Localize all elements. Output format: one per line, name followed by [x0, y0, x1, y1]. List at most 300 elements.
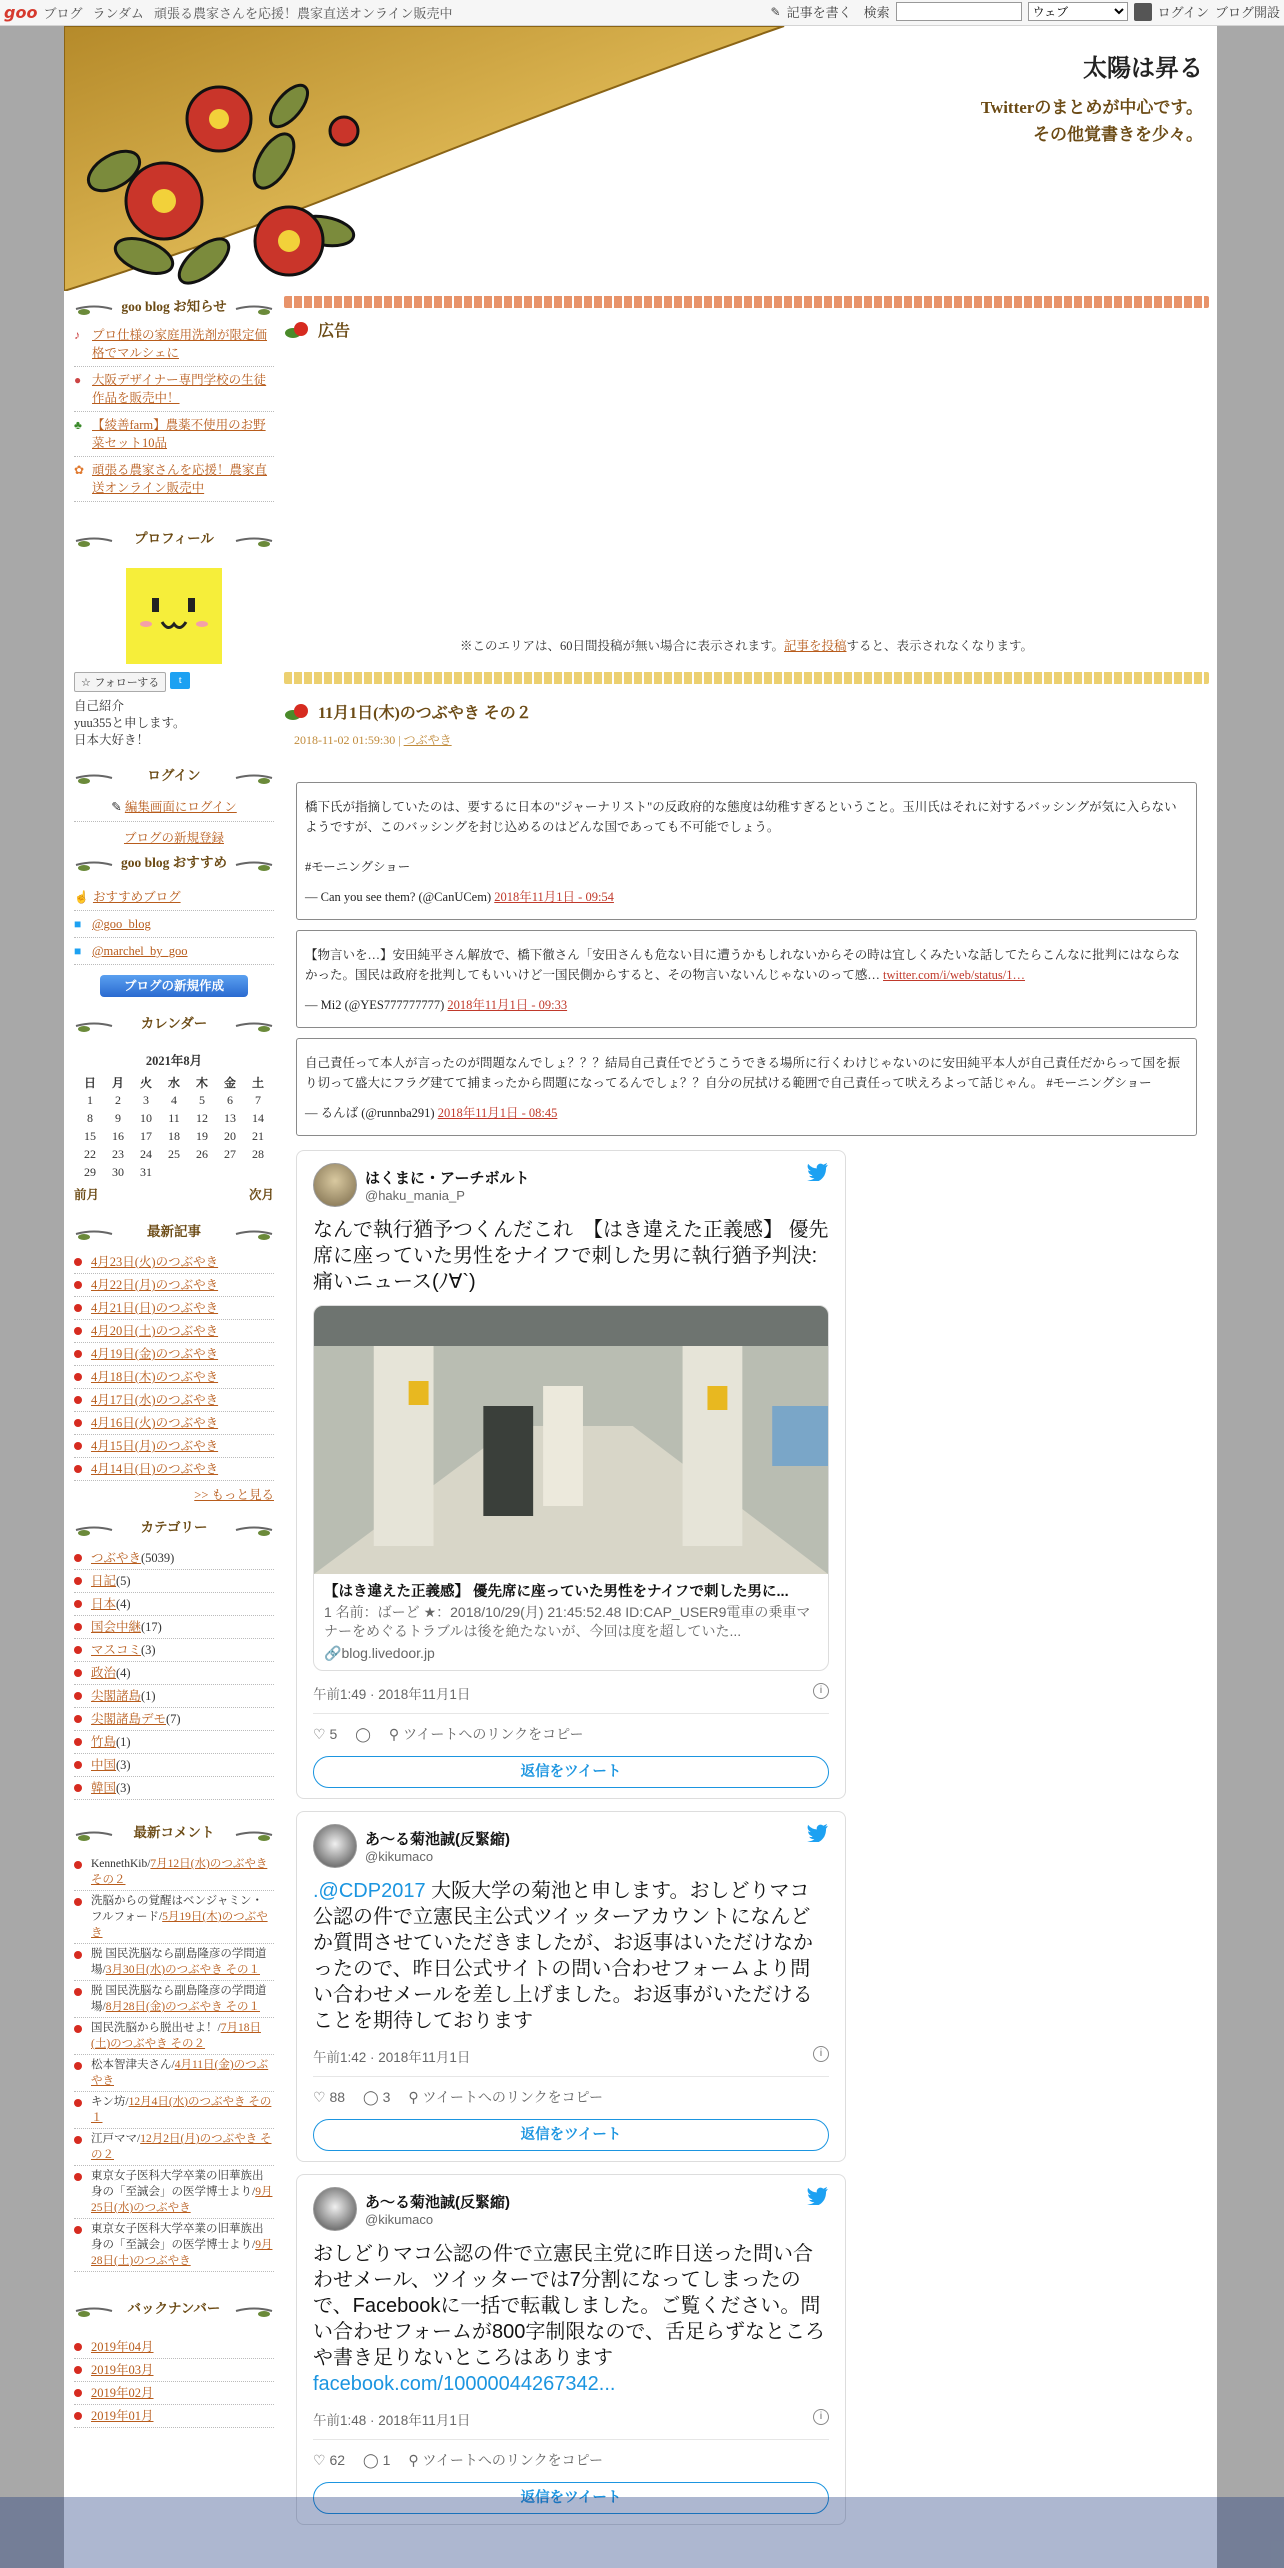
category-link[interactable]: 日本	[91, 1597, 117, 1611]
recent-item	[74, 1366, 274, 1389]
comment-item	[74, 2129, 274, 2166]
post-article-link[interactable]: 記事を投稿	[783, 639, 847, 653]
category-count: (3)	[116, 1758, 131, 1772]
post-meta: 2018-11-02 01:59:30 | つぶやき	[294, 733, 452, 747]
calendar-day: 14	[252, 1110, 264, 1125]
tweet-header	[313, 1824, 829, 1868]
search-scope-select[interactable]	[1028, 2, 1128, 21]
calendar-day: 6	[227, 1092, 233, 1107]
calendar-day: 30	[112, 1164, 124, 1179]
tweet-text: おしどりマコ公認の件で立憲民主党に昨日送った問い合わせメール、ツイッターでは7分割になってしまったので、Facebookに一括で転載しました。ご覧ください。問い合わせフォームが800字制限なので、舌足らずなところや書き足りないところはあります facebook.com/10000044267342...	[313, 2243, 825, 2395]
tweet-timestamp[interactable]: 午前1:42 · 2018年11月1日	[313, 2050, 471, 2065]
reply-tweet-button[interactable]: 返信をツイート	[313, 1756, 829, 1788]
leaf-ornament-icon	[74, 1828, 114, 1842]
marchel-twitter-item	[74, 938, 274, 965]
camellia-icon	[284, 703, 310, 721]
tweet-author-name[interactable]: あ〜る菊池誠(反緊縮)	[365, 1831, 510, 1848]
link-icon: ⚲	[388, 1726, 400, 1742]
tweet-author-handle[interactable]: @kikumaco	[365, 1849, 434, 1864]
recent-link[interactable]: 4月21日(日)のつぶやき	[91, 1301, 219, 1315]
notice-link[interactable]: 【綾善farm】農薬不使用のお野菜セット10品	[92, 418, 266, 450]
calendar-table	[76, 1073, 272, 1181]
category-count: (3)	[116, 1781, 131, 1795]
quote-author: — るんば (@runnba291)	[305, 1106, 438, 1120]
embedded-quote	[296, 782, 1197, 920]
sidebar-heading-recent: 最新記事	[74, 1221, 274, 1247]
recent-link[interactable]: 4月14日(日)のつぶやき	[91, 1462, 219, 1476]
recent-item	[74, 1274, 274, 1297]
login-link[interactable]: ログイン	[1157, 6, 1209, 21]
quote-text: 【物言いを…】安田純平さん解放で、橋下徹さん「安田さんも危ない目に遭うかもしれないからその時は宜しくみたいな話してたらこんなに批判にはならなかった。国民は政府を批判してもいいけど一国民側からすると、その物言いないんじゃないのって感…	[305, 948, 1180, 982]
category-count: (5039)	[141, 1551, 175, 1565]
calendar-day: 13	[224, 1110, 236, 1125]
info-icon[interactable]: i	[813, 2409, 829, 2425]
backnumber-item	[74, 2336, 274, 2359]
comment-link[interactable]: 3月30日(水)のつぶやき その１	[105, 1964, 260, 1976]
backnumber-link[interactable]: 2019年01月	[91, 2409, 154, 2423]
heart-icon: ♡	[313, 2088, 326, 2105]
sidebar-heading-recommend: goo blog おすすめ	[74, 852, 274, 878]
comment-author: 脱 国民洗脳なら副島隆彦の学問道場/	[91, 1948, 267, 1976]
comment-author: キン坊/	[91, 2096, 129, 2108]
reply-count-button[interactable]: ◯ 3	[363, 2088, 391, 2105]
calendar-day: 27	[224, 1146, 236, 1161]
blog-desc-line-2: その他覚書きを少々。	[1033, 125, 1203, 144]
leaf-ornament-icon	[74, 1523, 114, 1537]
comment-item	[74, 2018, 274, 2055]
quote-author: — Can you see them? (@CanUCem)	[305, 890, 495, 904]
goo-blog-twitter-link[interactable]: @goo_blog	[92, 917, 151, 931]
leaf-ornament-icon	[234, 771, 274, 785]
toolbar-promo-link[interactable]: 頑張る農家さんを応援！農家直送オンライン販売中	[153, 7, 453, 22]
category-link[interactable]: 中国	[91, 1758, 117, 1772]
leaf-ornament-icon	[234, 534, 274, 548]
category-count: (4)	[116, 1597, 131, 1611]
comment-author: KennethKib/	[91, 1858, 151, 1870]
new-blog-button[interactable]: ブログの新規作成	[100, 975, 248, 997]
copy-link-button[interactable]: ⚲ ツイートへのリンクをコピー	[408, 2089, 604, 2105]
link-icon: ⚲	[408, 2452, 419, 2468]
category-item	[74, 1754, 274, 1777]
quote-text: 自己責任って本人が言ったのが問題なんでしょ？？？結局自己責任でどうこうできる場所に行くわけじゃないのに安田純平本人が自己責任だからって国を振り切って盛大にフラグ建てて捕まったから問題になってるんでしょ？？自分の尻拭ける範囲で自己責任って吠えろよって話じゃん。 #モーニングショー	[305, 1056, 1181, 1090]
comment-author: 松本智津夫さん/	[91, 2059, 175, 2071]
reply-count-button[interactable]: ◯ 1	[363, 2451, 391, 2468]
calendar-day: 3	[143, 1092, 149, 1107]
calendar-day: 18	[168, 1128, 180, 1143]
calendar-day: 12	[196, 1110, 208, 1125]
quote-status-link[interactable]: twitter.com/i/web/status/1…	[883, 968, 1026, 982]
pencil-icon: ✎	[111, 800, 125, 814]
embedded-tweet	[296, 2174, 846, 2525]
category-link[interactable]: 尖閣諸島	[91, 1689, 142, 1703]
embedded-tweet	[296, 1811, 846, 2162]
leaf-ornament-icon	[74, 1227, 114, 1241]
tweet-header	[313, 2187, 829, 2231]
category-link[interactable]: マスコミ	[91, 1643, 142, 1657]
category-count: (5)	[116, 1574, 131, 1588]
follow-row	[74, 672, 274, 692]
mention-link[interactable]: .@CDP2017	[313, 1880, 426, 1902]
category-item	[74, 1639, 274, 1662]
post-body	[284, 782, 1209, 2525]
category-link[interactable]: 尖閣諸島デモ	[91, 1712, 167, 1726]
calendar-day: 10	[140, 1110, 152, 1125]
calendar-day: 2	[115, 1092, 121, 1107]
quote-author: — Mi2 (@YES777777777)	[305, 998, 448, 1012]
card-description: 1 名前：ばーど ★：2018/10/29(月) 21:45:52.48 ID:CAP_USER9電車の乗車マナーをめぐるトラブルは後を絶たないが、今回は度を超していた...	[324, 1604, 811, 1639]
copy-link-button[interactable]: ⚲ ツイートへのリンクをコピー	[388, 1726, 584, 1742]
notice-item	[74, 367, 274, 412]
follow-button[interactable]: ☆ フォローする	[74, 672, 166, 692]
post-title[interactable]: 11月1日(木)のつぶやき その２	[318, 705, 532, 722]
calendar-day: 21	[252, 1128, 264, 1143]
tweet-time-row	[313, 1683, 829, 1714]
calendar-day: 1	[87, 1092, 93, 1107]
recent-item	[74, 1343, 274, 1366]
info-icon[interactable]: i	[813, 1683, 829, 1699]
category-count: (1)	[116, 1735, 131, 1749]
more-link[interactable]: >> もっと見る	[194, 1488, 274, 1502]
comment-item	[74, 2092, 274, 2129]
calendar-day	[244, 1163, 272, 1181]
post-category-link[interactable]: つぶやき	[403, 733, 452, 747]
blog-desc-line-1: Twitterのまとめが中心です。	[980, 98, 1203, 117]
calendar-month: 2021年8月	[145, 1054, 203, 1068]
weekday: 水	[167, 1075, 180, 1090]
backnumber-item	[74, 2382, 274, 2405]
comment-author: 洗脳からの覚醒はベンジャミン・フルフォード/	[91, 1895, 263, 1923]
quote-date-link[interactable]: 2018年11月1日 - 09:33	[447, 998, 568, 1012]
embedded-tweet	[296, 1150, 846, 1799]
open-blog-link[interactable]: ブログ開設	[1214, 6, 1280, 21]
weekday: 火	[139, 1075, 152, 1090]
avatar[interactable]	[313, 1824, 357, 1868]
twitter-icon[interactable]: t	[170, 672, 190, 689]
calendar-day: 15	[84, 1128, 96, 1143]
tweet-actions	[313, 2440, 829, 2480]
reply-tweet-button[interactable]: 返信をツイート	[313, 2119, 829, 2151]
category-item	[74, 1685, 274, 1708]
avatar[interactable]	[313, 2187, 357, 2231]
intro-line: yuu355と申します。	[74, 716, 186, 730]
intro-label: 自己紹介	[74, 699, 125, 713]
category-item	[74, 1731, 274, 1754]
calendar-day: 17	[140, 1128, 152, 1143]
card-domain: 🔗blog.livedoor.jp	[324, 1645, 435, 1661]
comment-link[interactable]: 7月12日(水)のつぶやき その２	[91, 1858, 268, 1886]
calendar-day: 16	[112, 1128, 124, 1143]
sidebar-heading-login: ログイン	[74, 765, 274, 791]
ad-notice-text: ※このエリアは、60日間投稿が無い場合に表示されます。	[459, 639, 784, 653]
camellia-illustration	[74, 51, 394, 291]
calendar-day	[188, 1163, 216, 1181]
card-title: 【はき違えた正義感】 優先席に座っていた男性をナイフで刺した男に...	[324, 1584, 789, 1600]
tweet-text: なんで執行猶予つくんだこれ 【はき違えた正義感】 優先席に座っていた男性をナイフで刺した男に執行猶予判決:痛いニュース(ﾉ∀`)	[313, 1219, 829, 1293]
category-count: (1)	[141, 1689, 156, 1703]
calendar-day: 20	[224, 1128, 236, 1143]
recent-link[interactable]: 4月20日(土)のつぶやき	[91, 1324, 219, 1338]
weekday: 木	[195, 1075, 208, 1090]
dog-icon: ●	[74, 373, 82, 387]
comment-item	[74, 1891, 274, 1944]
profile-text	[74, 698, 274, 749]
calendar-day	[216, 1163, 244, 1181]
calendar-day: 31	[140, 1164, 152, 1179]
link-icon: 🔗	[324, 1645, 342, 1661]
bottom-overlay	[0, 2497, 1284, 2568]
category-item	[74, 1777, 274, 1800]
calendar-day: 29	[84, 1164, 96, 1179]
category-count: (4)	[116, 1666, 131, 1680]
quote-hashtag: #モーニングショー	[305, 860, 411, 874]
sidebar-heading-category: カテゴリー	[74, 1517, 274, 1543]
weekday: 月	[111, 1075, 124, 1090]
calendar-nav	[74, 1185, 274, 1203]
profile-avatar	[126, 568, 222, 664]
register-link[interactable]: ブログの新規登録	[123, 831, 224, 845]
recent-item	[74, 1389, 274, 1412]
tweet-author-handle[interactable]: @kikumaco	[365, 2212, 434, 2227]
category-count: (17)	[141, 1620, 162, 1634]
leaf-ornament-icon	[234, 1523, 274, 1537]
ad-title: 広告	[318, 323, 351, 340]
sidebar-heading-profile: プロフィール	[74, 528, 274, 554]
calendar-day: 24	[140, 1146, 152, 1161]
post-heading	[284, 700, 1209, 723]
tweet-text: .@CDP2017 大阪大学の菊池と申します。おしどりマコ公認の件で立憲民主公式ツイッターアカウントになんどか質問させていただきましたが、お返事はいただけなかったので、昨日公式サイトの問い合わせフォームより問い合わせメールを差し上げました。お返事がいただけることを期待しております	[313, 1880, 813, 2032]
recent-link[interactable]: 4月23日(火)のつぶやき	[91, 1255, 219, 1269]
category-count: (7)	[166, 1712, 181, 1726]
like-button[interactable]: ♡ 5	[313, 1725, 338, 1742]
comment-author: 江戸ママ/	[91, 2133, 141, 2145]
comment-item	[74, 1854, 274, 1891]
recommend-link[interactable]: おすすめブログ	[92, 890, 181, 904]
post-date: 2018-11-02 01:59:30	[294, 733, 396, 747]
category-link[interactable]: 政治	[91, 1666, 117, 1680]
tweet-actions	[313, 2077, 829, 2117]
embedded-quote	[296, 1038, 1197, 1136]
speech-bubble-icon: ◯	[363, 2451, 379, 2468]
category-item	[74, 1547, 274, 1570]
backnumber-list	[74, 2336, 274, 2428]
calendar-day: 5	[199, 1092, 205, 1107]
next-month-link[interactable]: 次月	[248, 1188, 274, 1202]
comment-link[interactable]: 8月28日(金)のつぶやき その１	[105, 2001, 260, 2013]
comment-item	[74, 1944, 274, 1981]
category-item	[74, 1662, 274, 1685]
stripe-divider	[284, 672, 1209, 684]
backnumber-item	[74, 2359, 274, 2382]
comment-item	[74, 2219, 274, 2272]
quote-date-link[interactable]: 2018年11月1日 - 09:54	[494, 890, 614, 904]
category-link[interactable]: 竹島	[91, 1735, 117, 1749]
notice-link[interactable]: プロ仕様の家庭用洗剤が限定価格でマルシェに	[92, 328, 268, 360]
ad-notice-text: すると、表示されなくなります。	[846, 639, 1034, 653]
calendar-day: 7	[255, 1092, 261, 1107]
category-item	[74, 1708, 274, 1731]
quote-text: 橋下氏が指摘していたのは、要するに日本の"ジャーナリスト"の反政府的な態度は幼稚すぎるということ。玉川氏はそれに対するバッシングが気に入らないようですが、このバッシングを封じ込めるのはどんな国であっても不可能でしょう。	[305, 800, 1177, 834]
comment-author: 東京女子医科大学卒業の旧華族出身の「至誠会」の医学博士より/	[91, 2223, 264, 2251]
more-row	[74, 1485, 274, 1503]
recent-link[interactable]: 4月19日(金)のつぶやき	[91, 1347, 219, 1361]
tweet-header	[313, 1163, 829, 1207]
comment-author: 国民洗脳から脱出せよ！/	[91, 2022, 221, 2034]
recent-item	[74, 1412, 274, 1435]
twitter-bird-icon[interactable]	[807, 2187, 829, 2205]
search-label: 検索	[863, 6, 890, 21]
comment-author: 東京女子医科大学卒業の旧華族出身の「至誠会」の医学博士より/	[91, 2170, 264, 2198]
category-link[interactable]: 韓国	[91, 1781, 117, 1795]
link-icon: ⚲	[408, 2089, 419, 2105]
comment-link[interactable]: 12月4日(水)のつぶやき その１	[91, 2096, 272, 2124]
info-icon[interactable]: i	[813, 2046, 829, 2062]
comment-link[interactable]: 7月18日(土)のつぶやき その２	[91, 2022, 261, 2050]
heart-icon: ♡	[313, 1725, 326, 1742]
heart-icon: ♡	[313, 2451, 326, 2468]
prev-month-link[interactable]: 前月	[74, 1188, 100, 1202]
calendar-day: 22	[84, 1146, 96, 1161]
reply-tweet-button[interactable]: 返信をツイート	[313, 2482, 829, 2514]
reply-count-button[interactable]	[355, 1726, 371, 1743]
weekday: 土	[251, 1075, 264, 1090]
like-button[interactable]: ♡ 88	[313, 2088, 346, 2105]
leaf-ornament-icon	[234, 1828, 274, 1842]
blog-header	[64, 26, 1217, 291]
sidebar-heading-calendar: カレンダー	[74, 1013, 274, 1039]
recent-link[interactable]: 4月17日(水)のつぶやき	[91, 1393, 219, 1407]
copy-link-button[interactable]: ⚲ ツイートへのリンクをコピー	[408, 2452, 604, 2468]
embedded-quote	[296, 930, 1197, 1028]
notice-item	[74, 457, 274, 502]
leaf-ornament-icon	[74, 2304, 114, 2318]
comment-item	[74, 1981, 274, 2018]
leaf-ornament-icon	[234, 2304, 274, 2318]
editor-login-link[interactable]: 編集画面にログイン	[124, 800, 237, 814]
toolbar-link-random[interactable]: ランダム	[92, 7, 144, 22]
like-button[interactable]: ♡ 62	[313, 2451, 346, 2468]
twitter-bird-icon[interactable]	[807, 1824, 829, 1842]
tweet-author-name[interactable]: はくまに・アーチボルト	[365, 1170, 530, 1187]
recent-item	[74, 1251, 274, 1274]
calendar-day: 28	[252, 1146, 264, 1161]
camellia-icon	[284, 321, 310, 339]
register-row	[74, 828, 274, 846]
flower-icon: ✿	[74, 463, 85, 477]
hand-icon: ☝	[74, 890, 89, 904]
leaf-ornament-icon	[234, 858, 274, 872]
category-link[interactable]: 国会中継	[91, 1620, 142, 1634]
sidebar-heading-backnumber: バックナンバー	[74, 2298, 274, 2324]
tweet-author-handle[interactable]: @haku_mania_P	[365, 1188, 465, 1203]
notice-item	[74, 322, 274, 367]
comment-item	[74, 2055, 274, 2092]
clover-icon: ♣	[74, 418, 82, 432]
speech-bubble-icon: ◯	[363, 2088, 379, 2105]
write-article-link[interactable]: 記事を書く	[786, 6, 852, 21]
search-input[interactable]	[896, 2, 1022, 21]
notice-link[interactable]: 頑張る農家さんを応援！農家直送オンライン販売中	[92, 463, 268, 495]
leaf-ornament-icon	[234, 1019, 274, 1033]
backnumber-link[interactable]: 2019年03月	[91, 2363, 154, 2377]
category-list	[74, 1547, 274, 1800]
weekday: 日	[83, 1075, 96, 1090]
comment-list	[74, 1854, 274, 2272]
comment-link[interactable]: 5月19日(木)のつぶやき	[91, 1911, 268, 1939]
backnumber-link[interactable]: 2019年04月	[91, 2340, 154, 2354]
tweet-timestamp[interactable]: 午前1:49 · 2018年11月1日	[313, 1687, 471, 1702]
leaf-ornament-icon	[74, 858, 114, 872]
search-button[interactable]	[1134, 3, 1152, 21]
category-item	[74, 1616, 274, 1639]
notice-link[interactable]: 大阪デザイナー専門学校の生徒作品を販売中！	[92, 373, 267, 405]
recent-link[interactable]: 4月22日(月)のつぶやき	[91, 1278, 219, 1292]
comment-item	[74, 2166, 274, 2219]
avatar[interactable]	[313, 1163, 357, 1207]
backnumber-link[interactable]: 2019年02月	[91, 2386, 154, 2400]
card-body	[314, 1574, 828, 1670]
login-row	[74, 797, 274, 822]
toolbar-link-blog[interactable]: ブログ	[43, 7, 83, 22]
music-note-icon: ♪	[74, 328, 80, 342]
goo-blog-twitter-item	[74, 911, 274, 938]
tweet-actions	[313, 1714, 829, 1754]
recent-item	[74, 1435, 274, 1458]
comment-link[interactable]: 12月2日(月)のつぶやき その２	[91, 2133, 272, 2161]
category-link[interactable]: つぶやき	[91, 1551, 142, 1565]
recent-link[interactable]: 4月18日(木)のつぶやき	[91, 1370, 219, 1384]
comment-link[interactable]: 9月25日(水)のつぶやき	[91, 2186, 273, 2214]
twitter-bird-icon[interactable]	[807, 1163, 829, 1181]
blog-description	[981, 94, 1203, 148]
blog-title[interactable]: 太陽は昇る	[1083, 56, 1203, 82]
quote-date-link[interactable]: 2018年11月1日 - 08:45	[437, 1106, 558, 1120]
twitter-icon: ■	[74, 944, 82, 958]
blog-page	[64, 26, 1217, 2568]
tweet-timestamp[interactable]: 午前1:48 · 2018年11月1日	[313, 2413, 471, 2428]
sidebar-heading-notice: goo blog お知らせ	[74, 296, 274, 322]
link-card[interactable]	[313, 1305, 829, 1671]
goo-logo[interactable]: goo	[4, 3, 38, 22]
leaf-ornament-icon	[234, 302, 274, 316]
sidebar	[74, 296, 274, 2428]
tweet-author-name[interactable]: あ〜る菊池誠(反緊縮)	[365, 2194, 510, 2211]
calendar-day: 26	[196, 1146, 208, 1161]
speech-bubble-icon: ◯	[355, 1725, 371, 1742]
marchel-twitter-link[interactable]: @marchel_by_goo	[92, 944, 188, 958]
category-item	[74, 1593, 274, 1616]
main-content	[284, 296, 1209, 2537]
card-image	[314, 1306, 828, 1574]
comment-author: 脱 国民洗脳なら副島隆彦の学問道場/	[91, 1985, 267, 2013]
recent-link[interactable]: 4月15日(月)のつぶやき	[91, 1439, 219, 1453]
sidebar-heading-comments: 最新コメント	[74, 1822, 274, 1848]
calendar-day: 23	[112, 1146, 124, 1161]
category-link[interactable]: 日記	[91, 1574, 117, 1588]
tweet-link[interactable]: facebook.com/10000044267342...	[313, 2373, 616, 2395]
category-item	[74, 1570, 274, 1593]
calendar-day: 19	[196, 1128, 208, 1143]
comment-link[interactable]: 9月28日(土)のつぶやき	[91, 2239, 273, 2267]
comment-link[interactable]: 4月11日(金)のつぶやき	[91, 2059, 269, 2087]
tweet-time-row	[313, 2409, 829, 2440]
recent-link[interactable]: 4月16日(火)のつぶやき	[91, 1416, 219, 1430]
calendar-day: 9	[115, 1110, 121, 1125]
intro-line: 日本大好き！	[74, 733, 150, 747]
leaf-ornament-icon	[74, 1019, 114, 1033]
ad-heading	[284, 318, 1209, 341]
goo-toolbar	[0, 0, 1284, 26]
notice-item	[74, 412, 274, 457]
